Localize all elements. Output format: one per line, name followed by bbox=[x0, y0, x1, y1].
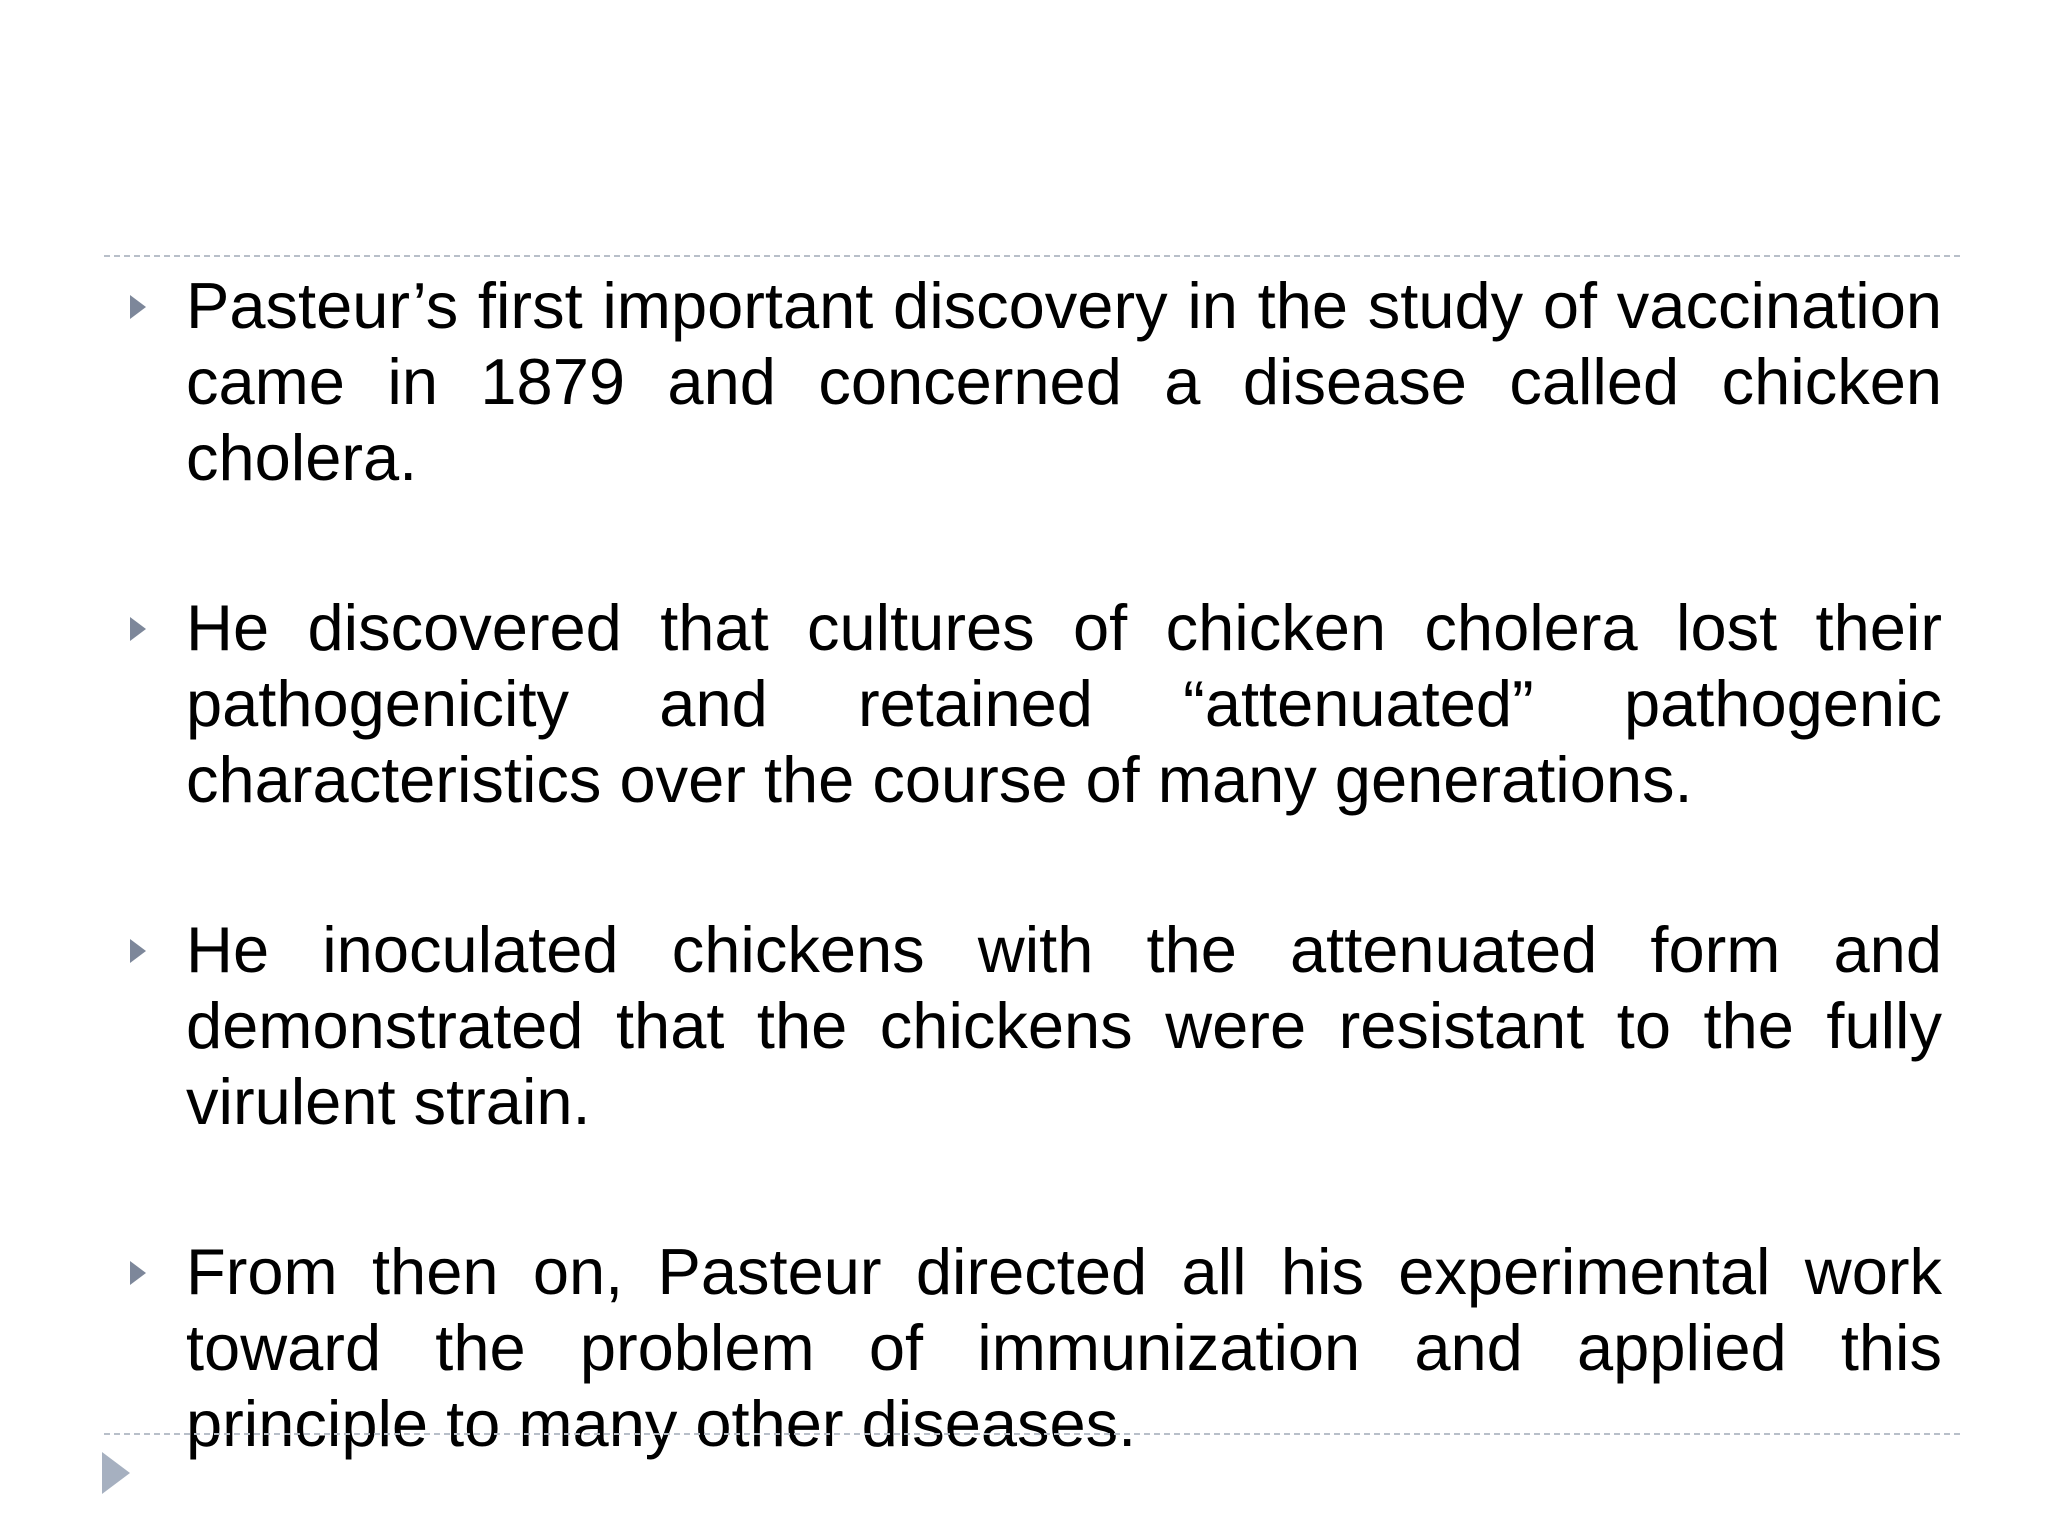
triangle-right-icon bbox=[130, 617, 146, 641]
triangle-right-icon bbox=[130, 939, 146, 963]
bottom-divider bbox=[104, 1433, 1960, 1435]
footer-triangle-icon bbox=[102, 1452, 130, 1494]
bullet-item bbox=[126, 590, 1942, 818]
bullet-item bbox=[126, 268, 1942, 496]
bullet-text: He inoculated chickens with the attenuated form and demonstrated that the chickens were resistant to the fully virulent strain. bbox=[186, 913, 1942, 1138]
triangle-right-icon bbox=[130, 1261, 146, 1285]
bullet-text: He discovered that cultures of chicken cholera lost their pathogenicity and retained “attenuated” pathogenic characteristics over the course of many generations. bbox=[186, 591, 1942, 816]
triangle-right-icon bbox=[130, 295, 146, 319]
bullet-text: From then on, Pasteur directed all his experimental work toward the problem of immunization and applied this principle to many other diseases. bbox=[186, 1235, 1942, 1460]
bullet-text: Pasteur’s first important discovery in the study of vaccination came in 1879 and concerned a disease called chicken cholera. bbox=[186, 269, 1942, 494]
top-divider bbox=[104, 255, 1960, 257]
bullet-list bbox=[126, 268, 1942, 1536]
bullet-item bbox=[126, 1234, 1942, 1462]
bullet-item bbox=[126, 912, 1942, 1140]
